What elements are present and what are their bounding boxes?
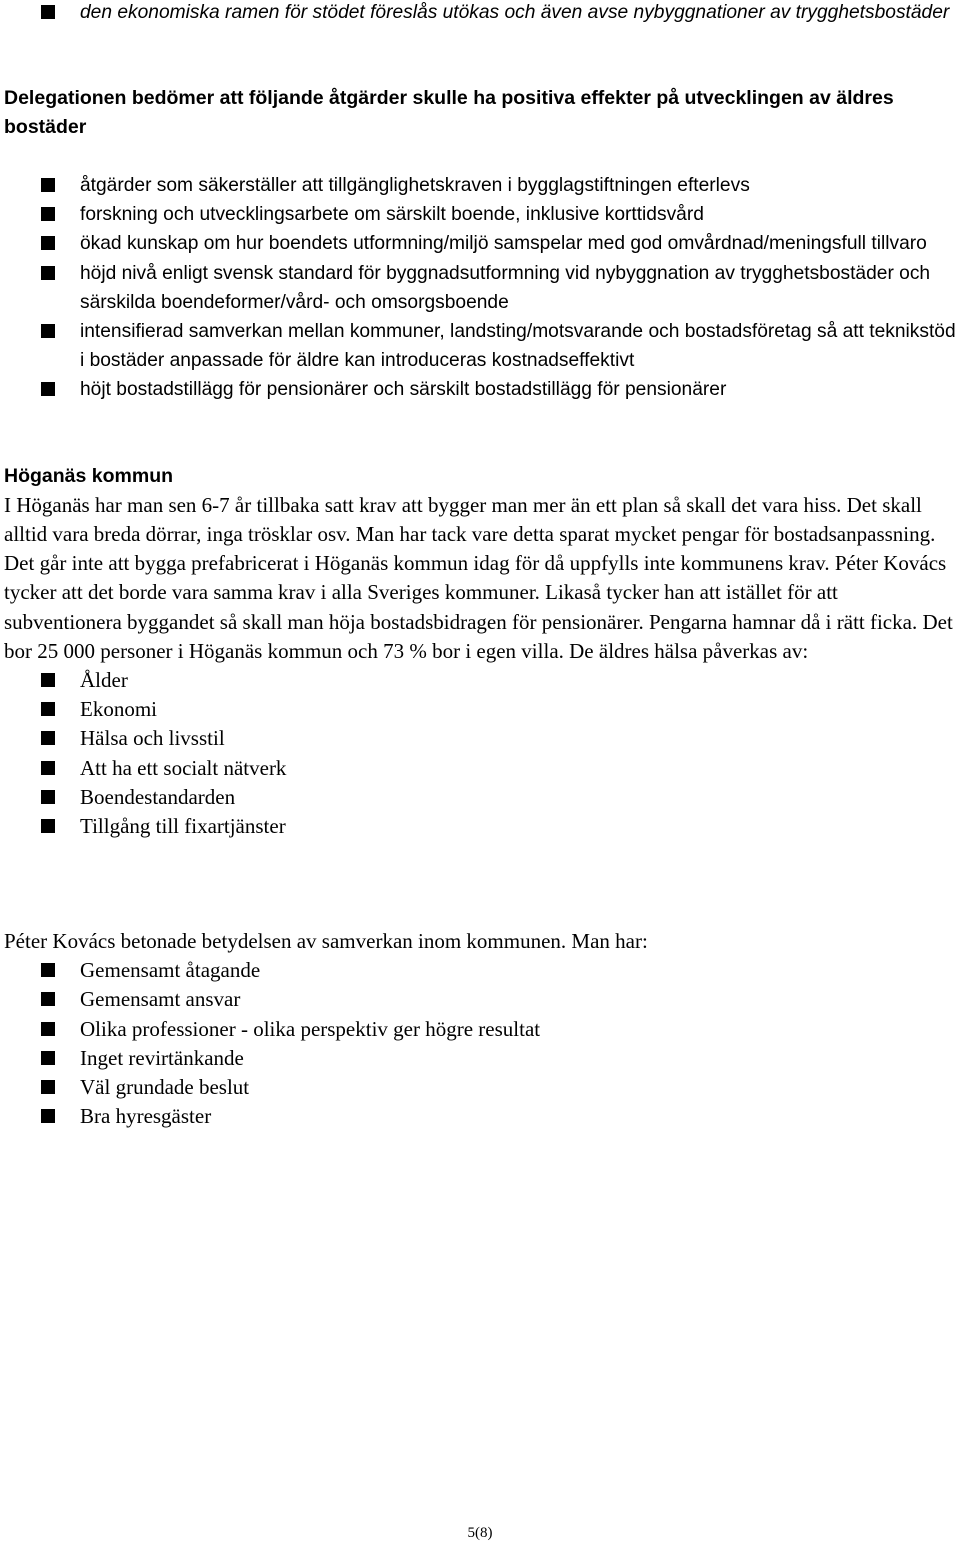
list-item-text: Inget revirtänkande — [80, 1045, 244, 1070]
list-item-text: Hälsa och livsstil — [80, 726, 225, 751]
square-bullet-icon — [41, 731, 55, 745]
list-item — [0, 783, 960, 812]
list-item-text: Ålder — [80, 668, 128, 693]
list-item-text: Gemensamt ansvar — [80, 987, 241, 1012]
square-bullet-icon — [41, 236, 55, 250]
square-bullet-icon — [41, 992, 55, 1006]
list-item-text: höjt bostadstillägg för pensionärer och särskilt bostadstillägg för pensionärer — [80, 379, 727, 401]
square-bullet-icon — [41, 819, 55, 833]
delegation-heading: Delegationen bedömer att följande åtgärder skulle ha positiva effekter på utvecklingen av äldres bostäder — [4, 87, 894, 138]
square-bullet-icon — [41, 963, 55, 977]
kovacs-paragraph: Péter Kovács betonade betydelsen av samverkan inom kommunen. Man har: — [4, 929, 648, 953]
hoganas-heading: Höganäs kommun — [4, 465, 174, 487]
list-item — [0, 1015, 960, 1044]
list-item — [0, 754, 960, 783]
hoganas-section — [0, 462, 960, 841]
list-item — [0, 375, 960, 404]
square-bullet-icon — [41, 1022, 55, 1036]
health-list — [0, 666, 960, 841]
list-item — [0, 1073, 960, 1102]
list-item — [0, 259, 960, 317]
square-bullet-icon — [41, 207, 55, 221]
list-item-text: intensifierad samverkan mellan kommuner, landsting/motsvarande och bostadsföretag så att teknikstöd i bostäder anpassade för äldre kan introduceras kostnadseffektivt — [80, 321, 956, 372]
list-item — [0, 229, 960, 258]
list-item-text: åtgärder som säkerställer att tillgänglighetskraven i bygglagstiftningen efterlevs — [80, 175, 750, 196]
hoganas-paragraph: I Höganäs har man sen 6-7 år tillbaka satt krav att bygger man mer än ett plan så skall det vara hiss. Det skall alltid vara breda dörrar, inga trösklar osv. Man har tack vare detta sparat mycket pengar för bostadsanpassning. Det går inte att bygga prefabricerat i Höganäs kommun idag för då uppfylls inte kommunens krav. Péter Kovács tycker att det borde vara samma krav i alla Sveriges kommuner. Likaså tycker han att istället för att subventionera byggandet så skall man höja bostadsbidragen för pensionärer. Pengarna hamnar då i rätt ficka. Det bor 25 000 personer i Höganäs kommun och 73 % bor i egen villa. De äldres hälsa påverkas av: — [4, 492, 953, 663]
square-bullet-icon — [41, 324, 55, 338]
list-item — [0, 317, 960, 375]
list-item-text: Gemensamt åtagande — [80, 958, 261, 983]
square-bullet-icon — [41, 266, 55, 280]
square-bullet-icon — [41, 1080, 55, 1094]
list-item-text: forskning och utvecklingsarbete om särskilt boende, inklusive korttidsvård — [80, 204, 704, 226]
list-item-text: ökad kunskap om hur boendets utformning/miljö samspelar med god omvårdnad/meningsfull tillvaro — [80, 233, 927, 255]
square-bullet-icon — [41, 790, 55, 804]
square-bullet-icon — [41, 673, 55, 687]
list-item-text: Boendestandarden — [80, 784, 236, 809]
list-item — [0, 171, 960, 200]
list-item-text: Väl grundade beslut — [80, 1075, 250, 1100]
list-item — [0, 0, 960, 27]
cooperation-list — [0, 956, 960, 1131]
square-bullet-icon — [41, 1051, 55, 1065]
list-item-text: den ekonomiska ramen för stödet föreslås utökas och även avse nybyggnationer av trygghetsbostäder — [80, 2, 950, 23]
list-item — [0, 812, 960, 841]
delegation-list-section — [0, 171, 960, 405]
intro-section — [0, 0, 960, 27]
list-item — [0, 1102, 960, 1131]
list-item-text: Bra hyresgäster — [80, 1104, 212, 1129]
intro-list — [0, 0, 960, 27]
kovacs-section — [0, 927, 960, 1131]
list-item — [0, 985, 960, 1014]
list-item — [0, 724, 960, 753]
list-item — [0, 1044, 960, 1073]
list-item-text: Att ha ett socialt nätverk — [80, 755, 287, 780]
list-item-text: Ekonomi — [80, 697, 157, 722]
square-bullet-icon — [41, 702, 55, 716]
page-number: 5(8) — [467, 1525, 493, 1541]
list-item-text: Tillgång till fixartjänster — [80, 814, 286, 839]
list-item — [0, 956, 960, 985]
list-item-text: Olika professioner - olika perspektiv ger högre resultat — [80, 1016, 541, 1041]
list-item — [0, 666, 960, 695]
square-bullet-icon — [41, 1109, 55, 1123]
square-bullet-icon — [41, 761, 55, 775]
delegation-list — [0, 171, 960, 405]
square-bullet-icon — [41, 382, 55, 396]
list-item — [0, 695, 960, 724]
list-item — [0, 200, 960, 229]
square-bullet-icon — [41, 178, 55, 192]
square-bullet-icon — [41, 5, 55, 19]
delegation-section — [0, 84, 960, 142]
list-item-text: höjd nivå enligt svensk standard för byggnadsutformning vid nybyggnation av trygghetsbostäder och särskilda boendeformer/vård- och omsorgsboende — [80, 262, 931, 313]
